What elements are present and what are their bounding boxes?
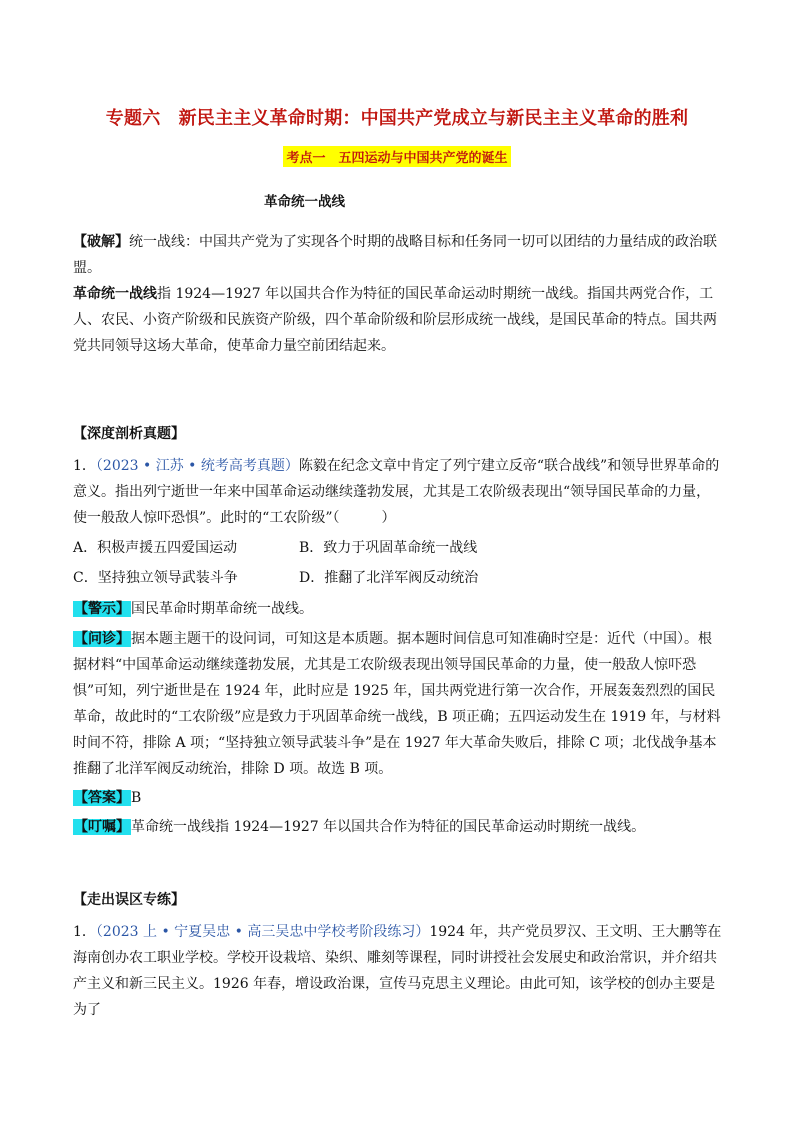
question-number: 1． bbox=[73, 458, 96, 474]
question-stem-text-2: 1924 年，共产党员罗汉、王文明、王大鹏等在海南创办农工职业学校。学校开设栽培、染织、雕刻等课程，同时讲授社会发展史和政治常识，并介绍共产主义和新三民主义。1926 年春，增设政治课，宣传马克思主义理论。由此可知，该学校的创办主要是为了 bbox=[73, 924, 722, 1018]
option-c: C．坚持独立领导武装斗争 bbox=[73, 570, 238, 586]
warn-text: 国民革命时期革命统一战线。 bbox=[131, 601, 313, 617]
page-subtitle: 考点一 五四运动与中国共产党的诞生 bbox=[283, 146, 510, 167]
ask-tag: 【问诊】 bbox=[74, 631, 130, 647]
question-source: （2023 • 江苏 • 统考高考真题） bbox=[95, 458, 299, 474]
explain-paragraph bbox=[73, 229, 723, 281]
section-real-questions bbox=[73, 421, 723, 447]
page-title: 专题六 新民主主义革命时期：中国共产党成立与新民主主义革命的胜利 bbox=[105, 108, 689, 129]
answer-text: B bbox=[131, 790, 142, 806]
warn-line bbox=[73, 596, 723, 622]
question-stem-text: 陈毅在纪念文章中肯定了列宁建立反帝“联合战线”和领导世界革命的意义。指出列宁逝世一年来中国革命运动继续蓬勃发展，尤其是工农阶级表现出“领导国民革命的力量，使一般敌人惊吓恐惧”。此时的“工农阶级”（ ） bbox=[73, 458, 720, 526]
options-row-2 bbox=[73, 565, 723, 591]
remind-line bbox=[73, 814, 723, 840]
question-1 bbox=[73, 453, 723, 840]
subtitle-row bbox=[0, 146, 794, 167]
ask-paragraph bbox=[73, 626, 723, 782]
explain-tag: 【破解】 bbox=[73, 234, 129, 250]
option-b: B．致力于巩固革命统一战线 bbox=[299, 540, 478, 556]
option-d: D．推翻了北洋军阀反动统治 bbox=[299, 570, 479, 586]
remind-tag: 【叮嘱】 bbox=[74, 819, 130, 835]
concept-heading: 革命统一战线 bbox=[264, 194, 345, 210]
question-number-2: 1． bbox=[73, 924, 96, 940]
option-a: A．积极声援五四爱国运动 bbox=[73, 540, 238, 556]
explain-term: 革命统一战线 bbox=[73, 286, 157, 302]
question-stem-2 bbox=[73, 919, 723, 1023]
section-title: 【深度剖析真题】 bbox=[73, 426, 185, 442]
explain-text: 统一战线：中国共产党为了实现各个时期的战略目标和任务同一切可以团结的力量结成的政治联盟。 bbox=[73, 234, 717, 276]
explain-section bbox=[73, 229, 723, 359]
ask-text: 据本题主题干的设问词，可知这是本质题。据本题时间信息可知准确时空是：近代（中国）。根据材料“中国革命运动继续蓬勃发展，尤其是工农阶级表现出领导国民革命的力量，使一般敌人惊吓恐惧”可知，列宁逝世是在 1924 年，此时应是 1925 年，国共两党进行第一次合作，开展轰轰烈烈的国民革命，故此时的“工农阶级”应是致力于巩固革命统一战线，B 项正确；五四运动发生在 1919 年，与材料时间不符，排除 A 项；“坚持独立领导武装斗争”是在 1927 年大革命失败后，排除 C 项；北伐战争基本推翻了北洋军阀反动统治，排除 D 项。故选 B 项。 bbox=[73, 631, 721, 777]
explain-text-2: 指 1924—1927 年以国共合作为特征的国民革命运动时期统一战线。指国共两党合作，工人、农民、小资产阶级和民族资产阶级，四个革命阶级和阶层形成统一战线，是国民革命的特点。国共两党共同领导这场大革命，使革命力量空前团结起来。 bbox=[73, 286, 717, 354]
section-practice bbox=[73, 887, 723, 913]
explain-paragraph-2 bbox=[73, 281, 723, 359]
warn-tag: 【警示】 bbox=[74, 601, 130, 617]
question-source-2: （2023 上 • 宁夏吴忠 • 高三吴忠中学校考阶段练习） bbox=[95, 924, 430, 940]
remind-text: 革命统一战线指 1924—1927 年以国共合作为特征的国民革命运动时期统一战线。 bbox=[131, 819, 646, 835]
section-title-2: 【走出误区专练】 bbox=[73, 892, 185, 908]
question-stem bbox=[73, 453, 723, 531]
answer-line bbox=[73, 785, 723, 811]
answer-tag: 【答案】 bbox=[74, 790, 130, 806]
question-2 bbox=[73, 919, 723, 1023]
options-row-1 bbox=[73, 535, 723, 561]
